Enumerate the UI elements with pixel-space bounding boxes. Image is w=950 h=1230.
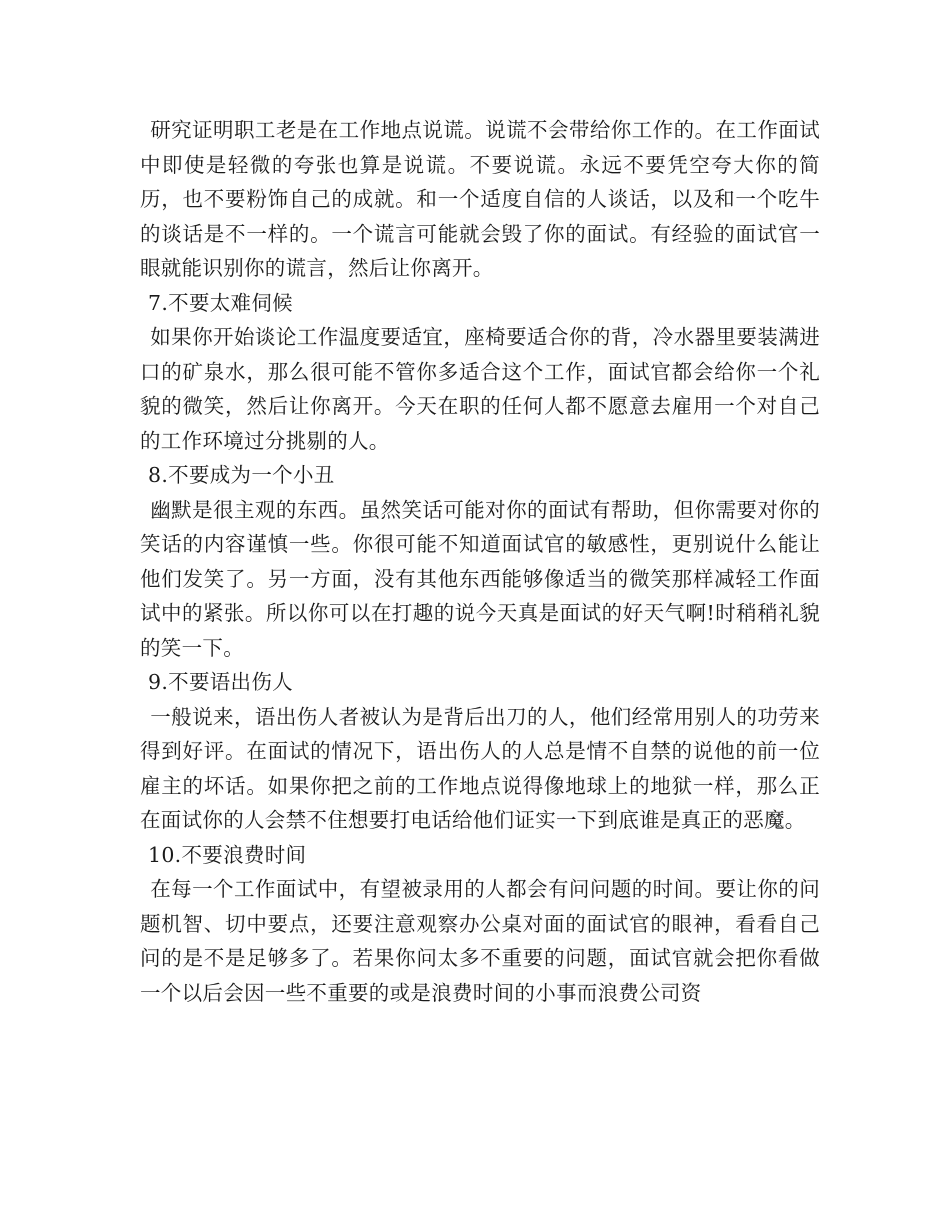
heading-9: 9.不要语出伤人 (148, 670, 293, 694)
paragraph-clown: 幽默是很主观的东西。虽然笑话可能对你的面试有帮助，但你需要对你的笑话的内容谨慎一些。你很可能不知道面试官的敏感性，更别说什么能让他们发笑了。另一方面，没有其他东西能够像适当的微笑那样减轻工作面试中的紧张。所以你可以在打趣的说今天真是面试的好天气啊!时稍稍礼貌的笑一下。 (140, 497, 820, 660)
paragraph-demanding: 如果你开始谈论工作温度要适宜，座椅要适合你的背，冷水器里要装满进口的矿泉水，那么很可能不管你多适合这个工作，面试官都会给你一个礼貌的微笑，然后让你离开。今天在职的任何人都不愿意去雇用一个对自己的工作环境过分挑剔的人。 (140, 325, 820, 453)
paragraph-hurtful: 一般说来，语出伤人者被认为是背后出刀的人，他们经常用别人的功劳来得到好评。在面试的情况下，语出伤人的人总是情不自禁的说他的前一位雇主的坏话。如果你把之前的工作地点说得像地球上的地狱一样，那么正在面试你的人会禁不住想要打电话给他们证实一下到底谁是真正的恶魔。 (140, 704, 820, 832)
paragraph-time: 在每一个工作面试中，有望被录用的人都会有问问题的时间。要让你的问题机智、切中要点，还要注意观察办公桌对面的面试官的眼神，看看自己问的是不是足够多了。若果你问太多不重要的问题，面试官就会把你看做一个以后会因一些不重要的或是浪费时间的小事而浪费公司资 (140, 877, 820, 1005)
paragraph-lying: 研究证明职工老是在工作地点说谎。说谎不会带给你工作的。在工作面试中即使是轻微的夸张也算是说谎。不要说谎。永远不要凭空夸大你的简历，也不要粉饰自己的成就。和一个适度自信的人谈话，以及和一个吃牛的谈话是不一样的。一个谎言可能就会毁了你的面试。有经验的面试官一眼就能识别你的谎言，然后让你离开。 (140, 118, 820, 280)
heading-7: 7.不要太难伺候 (148, 290, 293, 315)
heading-10: 10.不要浪费时间 (148, 842, 307, 867)
heading-8: 8.不要成为一个小丑 (148, 463, 335, 487)
document-body (140, 113, 820, 1010)
